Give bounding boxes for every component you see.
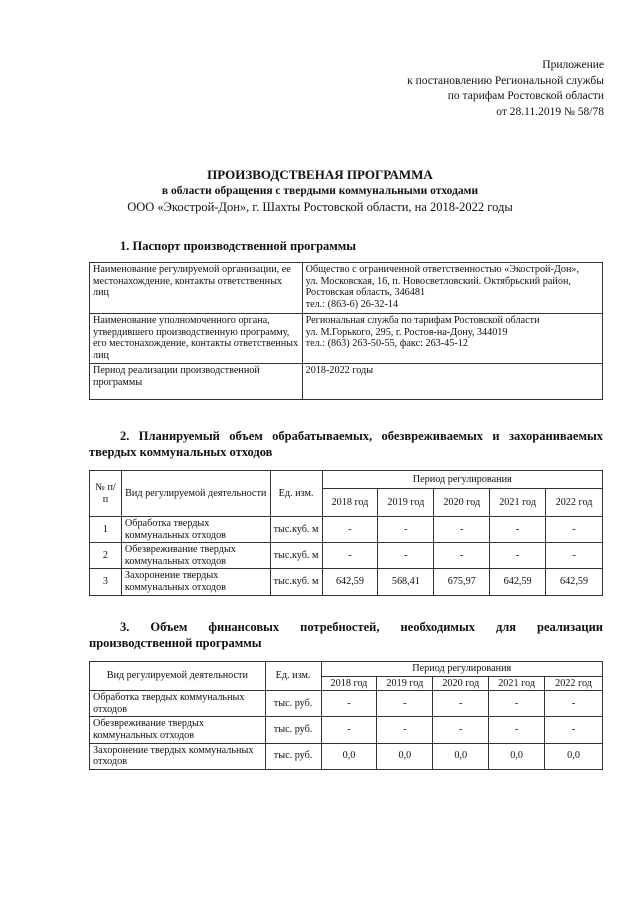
row-value: 642,59: [322, 569, 378, 595]
appendix-note: [407, 58, 604, 120]
passport-label: Период реализации производственной программы: [90, 364, 303, 400]
row-value: -: [545, 691, 603, 717]
section2-heading: [89, 428, 603, 460]
heading-line: 2. Планируемый объем обрабатываемых, обезвреживаемых и захораниваемых: [120, 429, 603, 443]
row-value: 0,0: [545, 743, 603, 769]
row-unit: тыс.куб. м: [270, 517, 322, 543]
document-title: [0, 166, 640, 216]
table-header-row: [90, 471, 603, 489]
row-value: 0,0: [489, 743, 545, 769]
row-value: -: [378, 543, 434, 569]
row-num: 1: [90, 517, 122, 543]
value-line: 2018-2022 годы: [305, 365, 374, 376]
row-unit: тыс. руб.: [265, 691, 321, 717]
row-value: -: [377, 717, 433, 743]
table-row: [90, 743, 603, 769]
volume-table: [89, 470, 603, 596]
row-unit: тыс.куб. м: [270, 543, 322, 569]
heading-line: 3. Объем финансовых потребностей, необходимых для реализации: [120, 620, 603, 634]
row-value: -: [490, 543, 546, 569]
row-value: -: [433, 691, 489, 717]
title-line: в области обращения с твердыми коммунальными отходами: [161, 185, 479, 197]
section1-heading: 1. Паспорт производственной программы: [120, 239, 357, 253]
table-row: [90, 314, 603, 364]
passport-label: Наименование уполномоченного органа, утвердившего производственную программу, его местонахождение, контакты ответственных лиц: [90, 314, 303, 364]
row-activity: Обезвреживание твердых коммунальных отходов: [90, 717, 266, 743]
value-line: ул. Московская, 16, п. Новосветловский. Октябрьский район,: [305, 275, 571, 287]
row-unit: тыс. руб.: [265, 743, 321, 769]
col-header-activity: Вид регулируемой деятельности: [90, 662, 266, 691]
row-num: 3: [90, 569, 122, 595]
row-activity: Захоронение твердых коммунальных отходов: [90, 743, 266, 769]
period-header: Период регулирования: [322, 471, 602, 489]
row-activity: Захоронение твердых коммунальных отходов: [121, 569, 270, 595]
row-value: 568,41: [378, 569, 434, 595]
col-header-activity: Вид регулируемой деятельности: [121, 471, 270, 517]
year-header: 2018 год: [321, 676, 377, 691]
row-value: 642,59: [490, 569, 546, 595]
row-unit: тыс.куб. м: [270, 569, 322, 595]
row-value: -: [546, 543, 603, 569]
year-header: 2021 год: [489, 676, 545, 691]
table-row: [90, 263, 603, 314]
row-unit: тыс. руб.: [265, 717, 321, 743]
table-header-row: [90, 662, 603, 677]
row-activity: Обработка твердых коммунальных отходов: [121, 517, 270, 543]
appendix-line: по тарифам Ростовской области: [447, 90, 604, 102]
title-line: ПРОИЗВОДСТВЕНАЯ ПРОГРАММА: [207, 167, 433, 182]
row-value: -: [489, 717, 545, 743]
year-header: 2020 год: [434, 489, 490, 517]
value-line: тел.: (863) 263-50-55, факс: 263-45-12: [305, 338, 468, 350]
row-value: -: [322, 543, 378, 569]
year-header: 2021 год: [490, 489, 546, 517]
value-line: ул. М.Горького, 295, г. Ростов-на-Дону, 344019: [305, 326, 508, 338]
passport-value: [302, 364, 602, 400]
row-value: 0,0: [433, 743, 489, 769]
row-value: 0,0: [377, 743, 433, 769]
year-header: 2022 год: [545, 676, 603, 691]
year-header: 2018 год: [322, 489, 378, 517]
table-row: [90, 569, 603, 595]
passport-table: [89, 262, 603, 400]
row-value: -: [321, 691, 377, 717]
finance-table: [89, 661, 603, 770]
table-row: [90, 543, 603, 569]
period-header: Период регулирования: [321, 662, 602, 677]
row-activity: Обезвреживание твердых коммунальных отходов: [121, 543, 270, 569]
heading-line: твердых коммунальных отходов: [89, 445, 273, 459]
row-value: -: [378, 517, 434, 543]
value-line: тел.: (863-6) 26-32-14: [305, 298, 399, 310]
table-row: [90, 717, 603, 743]
row-value: 0,0: [321, 743, 377, 769]
passport-value: [302, 314, 602, 364]
row-value: 642,59: [546, 569, 603, 595]
table-row: [90, 364, 603, 400]
appendix-line: от 28.11.2019 № 58/78: [496, 105, 604, 118]
year-header: 2020 год: [433, 676, 489, 691]
row-value: -: [321, 717, 377, 743]
row-value: -: [433, 717, 489, 743]
passport-value: [302, 263, 602, 314]
row-activity: Обработка твердых коммунальных отходов: [90, 691, 266, 717]
year-header: 2019 год: [378, 489, 434, 517]
row-value: -: [377, 691, 433, 717]
row-value: -: [434, 517, 490, 543]
section3-heading: [89, 619, 603, 651]
value-line: Ростовская область, 346481: [305, 287, 426, 299]
row-num: 2: [90, 543, 122, 569]
title-line: ООО «Экострой-Дон», г. Шахты Ростовской области, на 2018-2022 годы: [127, 200, 513, 214]
row-value: 675,97: [434, 569, 490, 595]
row-value: -: [490, 517, 546, 543]
value-line: Региональная служба по тарифам Ростовской области: [305, 315, 540, 326]
row-value: -: [434, 543, 490, 569]
row-value: -: [545, 717, 603, 743]
value-line: Общество с ограниченной ответственностью «Экострой-Дон»,: [305, 264, 580, 275]
heading-line: производственной программы: [89, 636, 262, 650]
table-row: [90, 691, 603, 717]
appendix-line: к постановлению Региональной службы: [407, 74, 604, 87]
row-value: -: [489, 691, 545, 717]
year-header: 2019 год: [377, 676, 433, 691]
col-header-unit: Ед. изм.: [265, 662, 321, 691]
appendix-line: Приложение: [542, 59, 604, 71]
col-header-unit: Ед. изм.: [270, 471, 322, 517]
table-row: [90, 517, 603, 543]
row-value: -: [546, 517, 603, 543]
col-header-num: № п/п: [90, 471, 122, 517]
row-value: -: [322, 517, 378, 543]
passport-label: Наименование регулируемой организации, ее местонахождение, контакты ответственных лиц: [90, 263, 303, 314]
year-header: 2022 год: [546, 489, 603, 517]
